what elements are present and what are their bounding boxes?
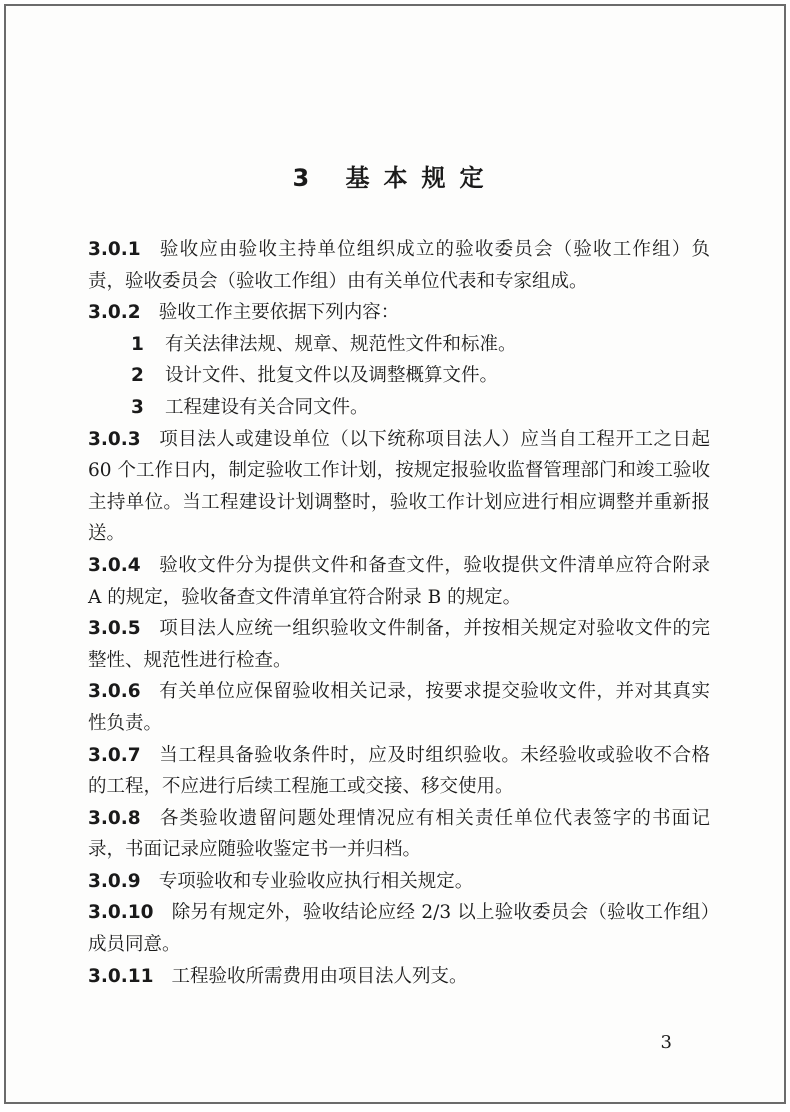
clause-3-0-1 [88, 234, 710, 297]
section-body [88, 234, 710, 992]
clause-text: 除另有规定外，验收结论应经 2/3 以上验收委员会（验收工作组）成员同意。 [88, 902, 710, 956]
clause-text: 验收工作主要依据下列内容： [158, 302, 400, 324]
clause-3-0-11 [88, 961, 710, 993]
clause-number: 3.0.3 [88, 428, 141, 450]
clause-number: 3.0.10 [88, 902, 154, 924]
clause-3-0-5 [88, 613, 710, 676]
clause-text: 专项验收和专业验收应执行相关规定。 [158, 870, 474, 892]
clause-3-0-7 [88, 740, 710, 803]
clause-3-0-4 [88, 550, 710, 613]
item-text: 设计文件、批复文件以及调整概算文件。 [165, 365, 499, 387]
clause-number: 3.0.8 [88, 807, 141, 829]
clause-3-0-9 [88, 866, 710, 898]
item-text: 有关法律法规、规章、规范性文件和标准。 [165, 333, 517, 355]
page-number: 3 [660, 1032, 672, 1053]
item-number: 2 [131, 365, 144, 387]
clause-text: 有关单位应保留验收相关记录，按要求提交验收文件，并对其真实性负责。 [88, 681, 710, 734]
clause-text: 工程验收所需费用由项目法人列支。 [171, 965, 468, 987]
clause-number: 3.0.9 [88, 870, 141, 892]
item-text: 工程建设有关合同文件。 [165, 396, 369, 418]
clause-number: 3.0.11 [88, 965, 154, 987]
clause-number: 3.0.2 [88, 302, 141, 324]
section-heading: 3 基本规定 [292, 164, 498, 192]
clause-number: 3.0.7 [88, 744, 141, 766]
clause-text: 项目法人应统一组织验收文件制备，并按相关规定对验收文件的完整性、规范性进行检查。 [88, 618, 710, 671]
clause-number: 3.0.6 [88, 681, 141, 703]
list-item [88, 360, 710, 392]
list-item [88, 329, 710, 361]
clause-text: 验收应由验收主持单位组织成立的验收委员会（验收工作组）负责，验收委员会（验收工作组）由有关单位代表和专家组成。 [88, 239, 710, 292]
clause-text: 各类验收遗留问题处理情况应有相关责任单位代表签字的书面记录，书面记录应随验收鉴定书一并归档。 [88, 807, 710, 861]
clause-text: 当工程具备验收条件时，应及时组织验收。未经验收或验收不合格的工程，不应进行后续工程施工或交接、移交使用。 [88, 744, 710, 798]
clause-3-0-8 [88, 803, 710, 866]
clause-text: 验收文件分为提供文件和备查文件，验收提供文件清单应符合附录 A 的规定，验收备查文件清单宜符合附录 B 的规定。 [88, 554, 710, 608]
clause-3-0-6 [88, 676, 710, 739]
document-page [4, 4, 786, 1104]
item-number: 1 [131, 333, 144, 355]
clause-text: 项目法人或建设单位（以下统称项目法人）应当自工程开工之日起 60 个工作日内，制定验收工作计划，按规定报验收监督管理部门和竣工验收主持单位。当工程建设计划调整时，验收工作计划应进行相应调整并重新报送。 [88, 428, 710, 545]
list-item [88, 392, 710, 424]
clause-number: 3.0.5 [88, 618, 141, 640]
clause-3-0-3 [88, 424, 710, 550]
clause-3-0-10 [88, 897, 710, 960]
clause-number: 3.0.4 [88, 554, 141, 576]
item-number: 3 [131, 396, 144, 418]
clause-number: 3.0.1 [88, 239, 141, 260]
clause-3-0-2 [88, 297, 710, 329]
